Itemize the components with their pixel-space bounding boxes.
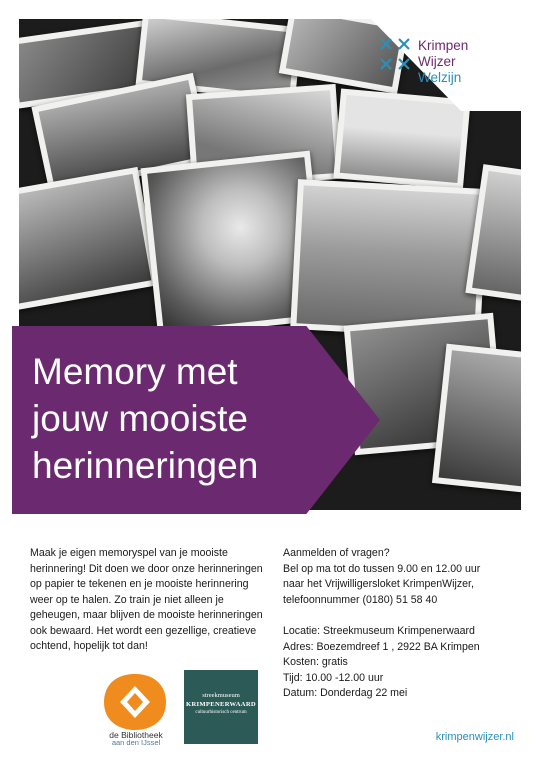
streekmuseum-logo <box>184 670 258 744</box>
detail-locatie: Locatie: Streekmuseum Krimpenerwaard <box>283 625 475 637</box>
detail-datum: Datum: Donderdag 22 mei <box>283 687 408 699</box>
website-link[interactable]: krimpenwijzer.nl <box>435 731 514 743</box>
museum-line-1: streekmuseum <box>202 692 240 699</box>
title-line-1: Memory met <box>32 351 238 392</box>
title-line-3: herinneringen <box>32 445 259 486</box>
bibliotheek-label <box>96 731 176 747</box>
photo-bottom-far-right <box>432 344 521 495</box>
contact-line-1: Bel op ma tot do tussen 9.00 en 12.00 uur <box>283 562 481 575</box>
page-title <box>32 348 332 489</box>
title-line-2: jouw mooiste <box>32 398 248 439</box>
bibliotheek-name: de Bibliotheek <box>109 730 163 740</box>
detail-tijd: Tijd: 10.00 -12.00 uur <box>283 671 384 684</box>
intro-column <box>30 546 268 655</box>
detail-adres: Adres: Boezemdreef 1 , 2922 BA Krimpen <box>283 640 480 653</box>
krimpenwijzer-logo-icon <box>378 35 412 73</box>
detail-kosten: Kosten: gratis <box>283 656 348 668</box>
contact-line-3: telefoonnummer (0180) 51 58 40 <box>283 593 438 606</box>
brand-line-1: Krimpen <box>418 38 469 53</box>
spacer <box>283 608 513 624</box>
photo-swimmers <box>19 167 158 311</box>
museum-line-2: KRIMPENERWAARD <box>186 701 256 708</box>
photo-right-edge <box>465 164 521 304</box>
intro-text: Maak je eigen memoryspel van je mooiste herinnering! Dit doen we door onze herinneringen op papier te tekenen en je mooiste herinnering weer op te halen. Zo train je niet alleen je geheugen, maar blijven de mooiste herinneringen ook bewaard. Het wordt een gezellige, creatieve ochtend, hopelijk tot dan! <box>30 547 263 652</box>
photo-beach <box>333 89 470 190</box>
contact-line-2: naar het Vrijwilligersloket KrimpenWijzer, <box>283 578 474 590</box>
museum-line-3: cultuurhistorisch centrum <box>195 710 247 715</box>
bibliotheek-sub: aan den IJssel <box>111 738 161 747</box>
krimpenwijzer-logo-text <box>418 38 468 86</box>
contact-column <box>283 546 513 702</box>
brand-line-2: Wijzer <box>418 54 456 69</box>
contact-heading: Aanmelden of vragen? <box>283 547 390 559</box>
brand-line-3: Welzijn <box>418 70 462 85</box>
